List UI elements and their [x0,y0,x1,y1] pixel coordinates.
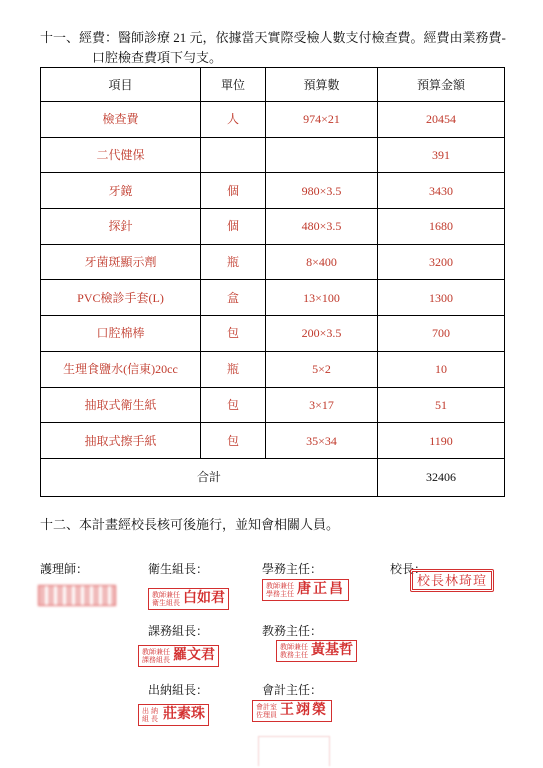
cell-amount: 51 [378,387,505,423]
student-affairs-stamp [262,579,349,601]
cell-amount: 1680 [378,209,505,245]
stamp-name: 唐正昌 [297,582,345,597]
cell-item: 牙菌斑顯示劑 [41,244,201,280]
cell-unit: 人 [201,102,266,138]
stamp-title-line: 出納 [142,707,160,715]
table-row [41,316,505,352]
stamp-title [142,648,170,664]
cell-quantity: 35×34 [266,423,378,459]
cell-amount: 1300 [378,280,505,316]
stamp-title [266,582,294,598]
stamp-name: 校長林琦瑄 [417,573,488,588]
label-cashier: 出納組長： [148,683,209,697]
cell-item: 牙鏡 [41,173,201,209]
cell-quantity: 974×21 [266,102,378,138]
stamp-title-line: 教師兼任 [266,582,294,590]
table-row [41,280,505,316]
table-header-row [41,68,505,102]
academic-affairs-stamp [276,640,357,662]
cell-quantity: 13×100 [266,280,378,316]
cell-item: 口腔棉棒 [41,316,201,352]
section-11-line-2: 口腔檢查費項下勻支。 [92,50,223,65]
cell-item: PVC檢診手套(L) [41,280,201,316]
cell-quantity: 200×3.5 [266,316,378,352]
cell-unit: 個 [201,209,266,245]
cell-quantity: 8×400 [266,244,378,280]
cell-unit: 個 [201,173,266,209]
cell-amount: 10 [378,351,505,387]
stamp-title-line: 教師兼任 [142,648,170,656]
cell-amount: 700 [378,316,505,352]
stamp-title-line: 衛生組長 [152,599,180,607]
stamp-title [256,703,277,719]
table-row [41,351,505,387]
stamp-name: 王翊榮 [280,703,328,718]
cell-quantity: 5×2 [266,351,378,387]
stamp-name: 黃基哲 [311,643,353,658]
cell-unit: 瓶 [201,351,266,387]
table-row [41,137,505,173]
stamp-name: 羅文君 [173,648,215,663]
cell-item: 二代健保 [41,137,201,173]
stamp-title [152,591,180,607]
accounting-stamp [252,700,332,722]
cell-unit: 盒 [201,280,266,316]
total-label: 合計 [41,458,378,496]
cell-unit: 包 [201,316,266,352]
cell-item: 探針 [41,209,201,245]
curriculum-leader-stamp [138,645,219,667]
table-row [41,209,505,245]
stamp-title-line: 佐理員 [256,711,277,719]
cell-amount: 1190 [378,423,505,459]
table-total-row [41,458,505,496]
cell-amount: 3430 [378,173,505,209]
budget-table [40,67,505,497]
section-11-line-1: 十一、經費：醫師診療 21 元，依據當天實際受檢人數支付檢查費。經費由業務費- [40,30,506,45]
stamp-title [142,707,160,723]
cell-quantity [266,137,378,173]
table-row [41,173,505,209]
cell-item: 檢查費 [41,102,201,138]
cell-amount: 20454 [378,102,505,138]
label-nurse: 護理師： [40,562,89,576]
cell-quantity: 3×17 [266,387,378,423]
cell-item: 抽取式擦手紙 [41,423,201,459]
cell-item: 生理食鹽水(信東)20cc [41,351,201,387]
nurse-stamp [38,585,116,606]
total-amount: 32406 [378,458,505,496]
cell-amount: 3200 [378,244,505,280]
label-curriculum-leader: 課務組長： [148,624,209,638]
label-academic-affairs: 教務主任： [262,624,323,638]
stamp-title-line: 課務組長 [142,656,170,664]
cell-item: 抽取式衛生紙 [41,387,201,423]
cell-unit: 包 [201,387,266,423]
stamp-title [280,643,308,659]
stamp-title-line: 教師兼任 [152,591,180,599]
header-amount: 預算金額 [378,68,505,102]
cell-quantity: 980×3.5 [266,173,378,209]
stamp-title-line: 教師兼任 [280,643,308,651]
cell-quantity: 480×3.5 [266,209,378,245]
header-item: 項目 [41,68,201,102]
table-row [41,102,505,138]
section-12-text: 十二、本計畫經校長核可後施行，並知會相關人員。 [40,517,340,532]
label-principal: 校長： [390,562,427,576]
stamp-title-line: 學務主任 [266,590,294,598]
stamp-name: 莊素珠 [163,707,205,722]
table-row [41,387,505,423]
principal-stamp [410,569,494,592]
stamp-title-line: 教務主任 [280,651,308,659]
cell-unit: 包 [201,423,266,459]
label-health-leader: 衛生組長： [148,562,209,576]
stamp-name: 白如君 [183,591,225,606]
label-student-affairs: 學務主任： [262,562,323,576]
header-quantity: 預算數 [266,68,378,102]
label-accounting: 會計主任： [262,683,323,697]
cell-unit: 瓶 [201,244,266,280]
stamp-title-line: 會計室 [256,703,277,711]
stamp-title-line: 組長 [142,715,160,723]
table-row [41,244,505,280]
health-leader-stamp [148,588,229,610]
table-row [41,423,505,459]
cell-unit [201,137,266,173]
cashier-stamp [138,704,209,726]
cell-amount: 391 [378,137,505,173]
header-unit: 單位 [201,68,266,102]
partial-stamp [258,736,330,766]
